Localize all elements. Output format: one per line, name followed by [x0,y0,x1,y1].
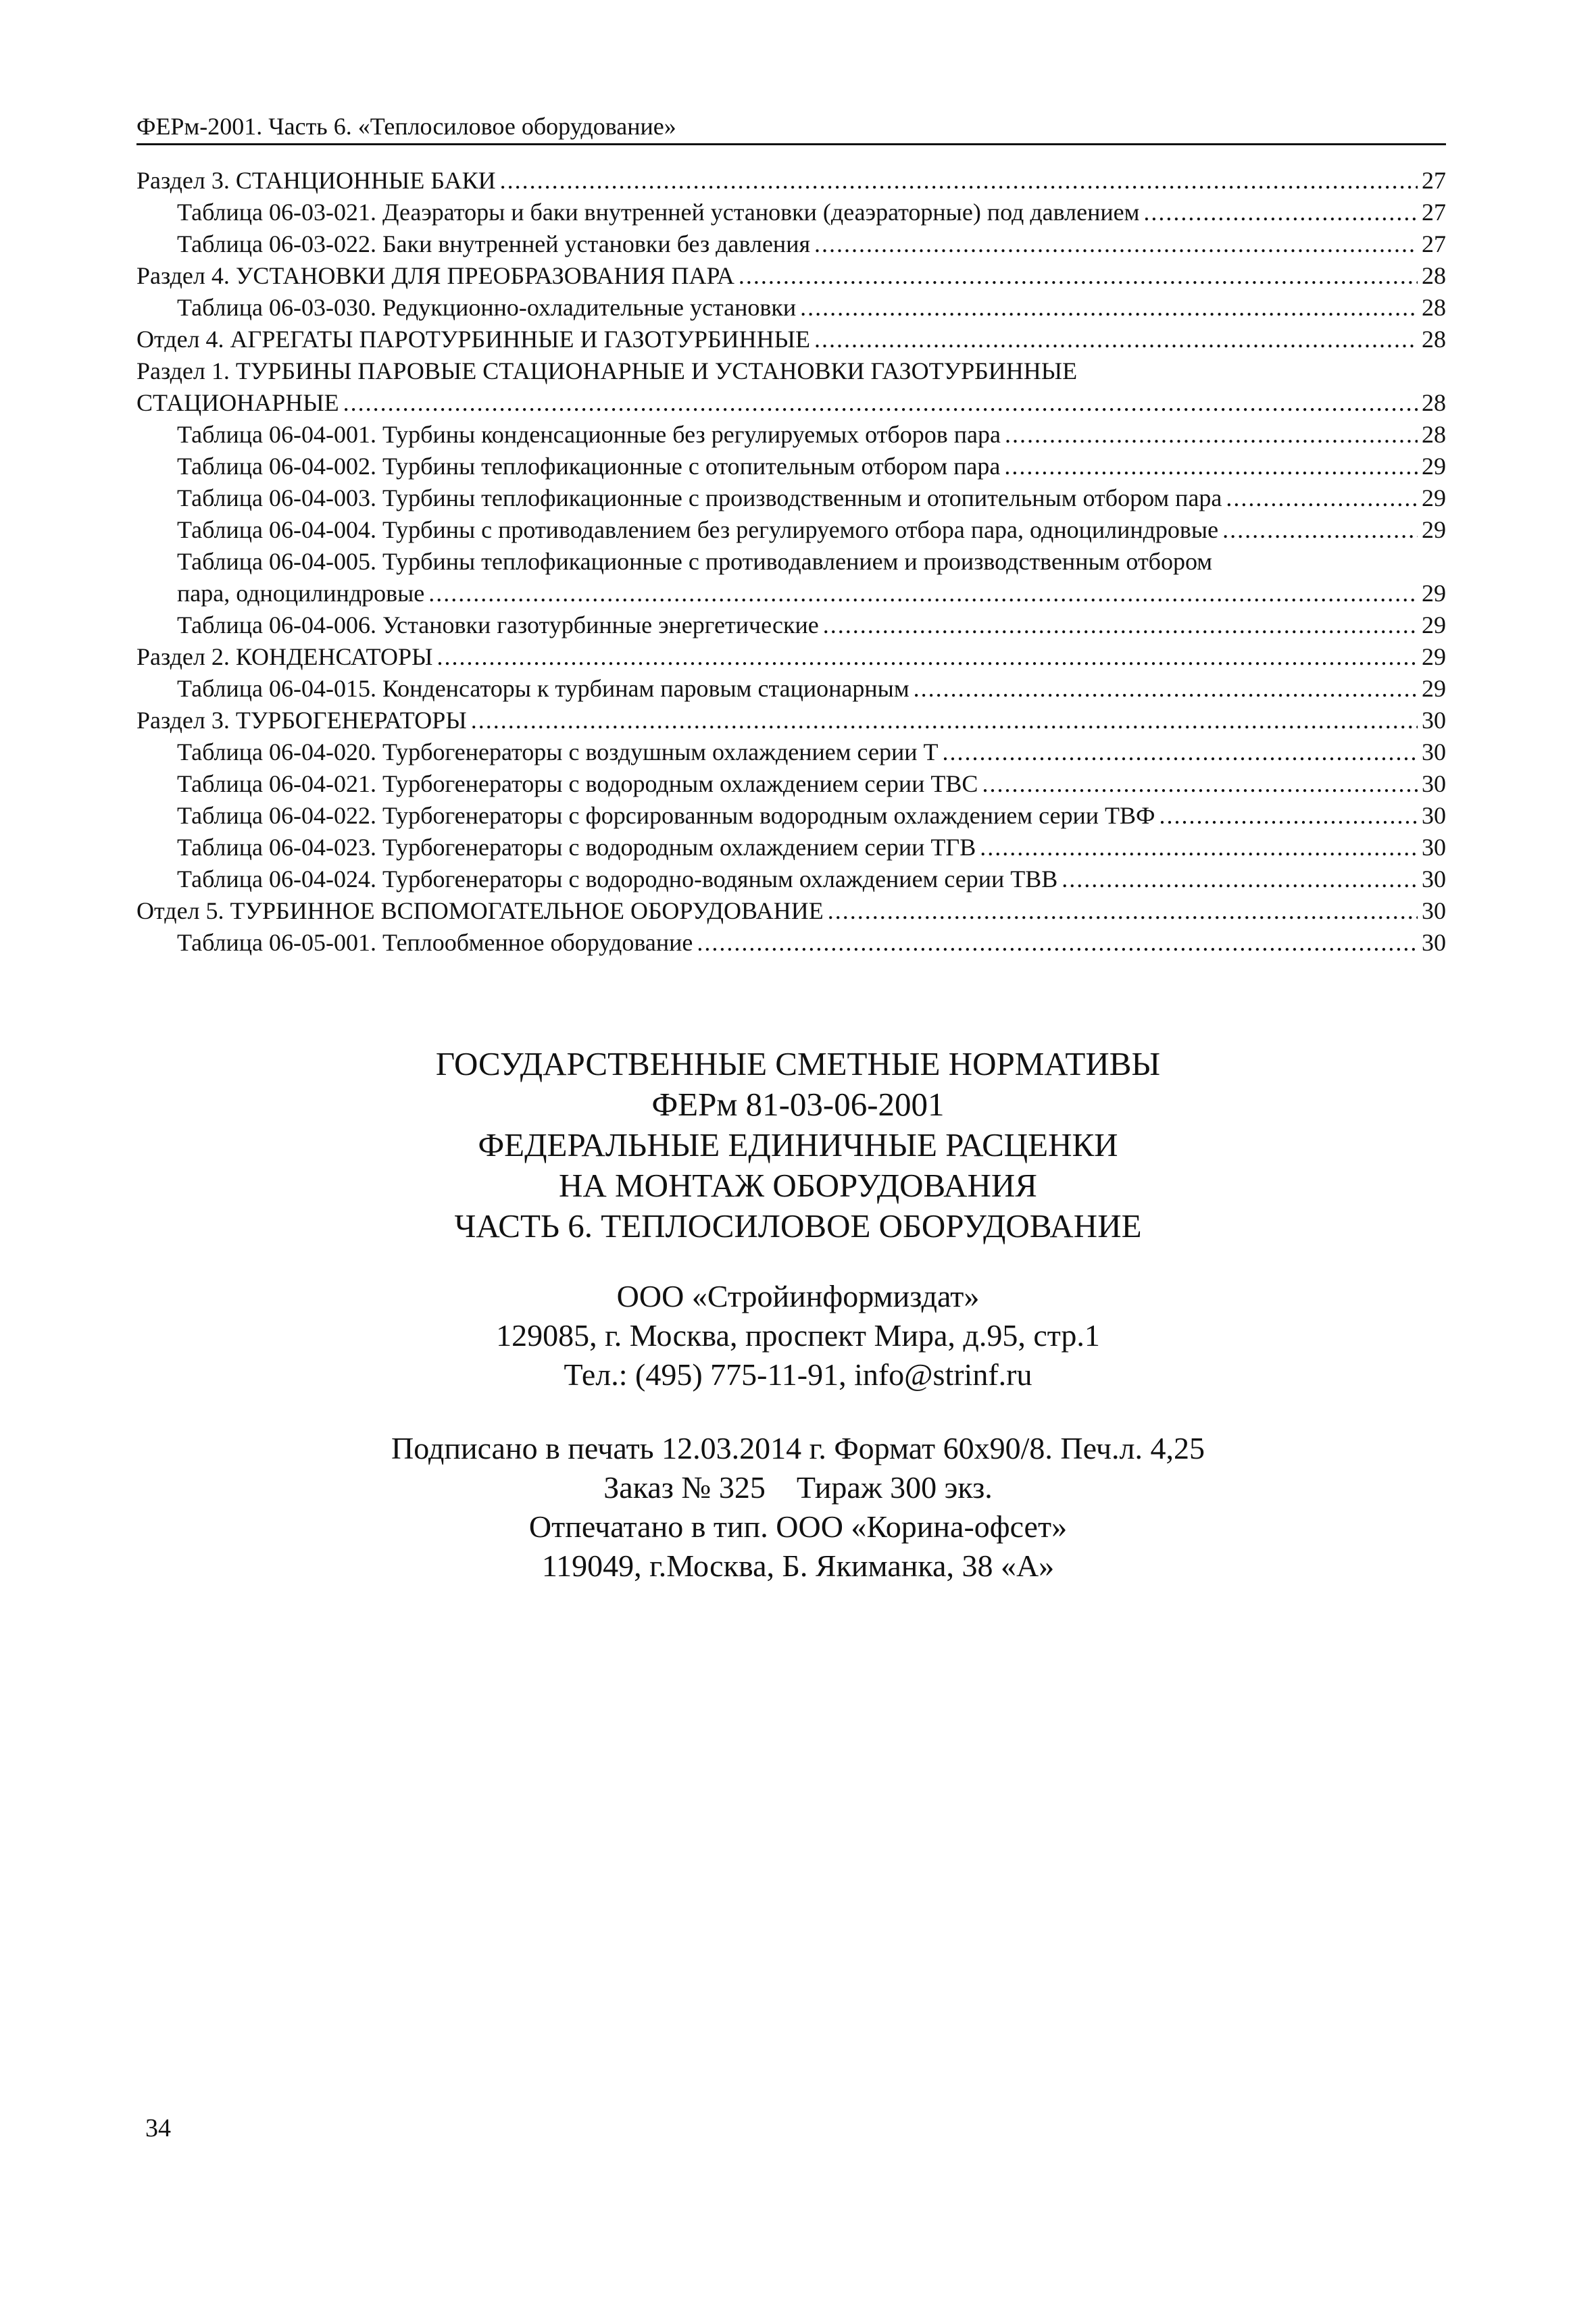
toc-page-number: 28 [1422,421,1446,448]
toc-entry-title-continued: пара, одноцилиндровые [177,580,425,607]
running-header: ФЕРм-2001. Часть 6. «Теплосиловое оборудование» [136,113,676,140]
dot-leader [942,736,1418,768]
imprint-line: Подписано в печать 12.03.2014 г. Формат 60х90/8. Печ.л. 4,25 [391,1431,1205,1465]
toc-entry-title: Таблица 06-03-030. Редукционно-охладительные установки [177,294,797,321]
toc-page-number: 28 [1422,294,1446,321]
toc-page-number: 28 [1422,326,1446,353]
header-rule [136,143,1446,145]
toc-entry-title: Отдел 5. ТУРБИННОЕ ВСПОМОГАТЕЛЬНОЕ ОБОРУДОВАНИЕ [136,897,824,924]
dot-leader [1222,514,1418,546]
toc-entry[interactable] [136,609,1446,641]
toc-entry-title: Таблица 06-05-001. Теплообменное оборудование [177,929,693,956]
toc-entry-title: Раздел 3. ТУРБОГЕНЕРАТОРЫ [136,707,467,734]
toc-entry-title: Раздел 3. СТАНЦИОННЫЕ БАКИ [136,167,496,194]
imprint-line: Отпечатано в тип. ООО «Корина-офсет» [528,1509,1068,1544]
publisher-info [0,1277,1596,1394]
toc-page-number: 29 [1422,516,1446,543]
dot-leader [814,228,1418,260]
dot-leader [1159,800,1418,832]
title-line: ЧАСТЬ 6. ТЕПЛОСИЛОВОЕ ОБОРУДОВАНИЕ [454,1207,1142,1244]
toc-entry[interactable] [136,165,1446,197]
toc-entry[interactable] [136,482,1446,514]
toc-entry[interactable] [136,832,1446,863]
toc-entry-title: Раздел 1. ТУРБИНЫ ПАРОВЫЕ СТАЦИОНАРНЫЕ И УСТАНОВКИ ГАЗОТУРБИННЫЕ [136,357,1078,384]
toc-entry-title: Таблица 06-04-002. Турбины теплофикационные с отопительным отбором пара [177,453,1001,480]
toc-entry-title: Таблица 06-04-023. Турбогенераторы с водородным охлаждением серии ТГВ [177,834,976,861]
toc-entry[interactable] [136,546,1446,609]
toc-page-number: 27 [1422,167,1446,194]
toc-entry-title: Таблица 06-04-015. Конденсаторы к турбинам паровым стационарным [177,675,909,702]
toc-entry[interactable] [136,514,1446,546]
toc-entry-title: Таблица 06-03-021. Деаэраторы и баки внутренней установки (деаэраторные) под давлением [177,199,1140,226]
toc-entry[interactable] [136,673,1446,705]
toc-entry-title: Отдел 4. АГРЕГАТЫ ПАРОТУРБИННЫЕ И ГАЗОТУРБИННЫЕ [136,326,811,353]
toc-entry-title: Таблица 06-04-020. Турбогенераторы с воздушным охлаждением серии Т [177,738,939,765]
dot-leader [500,165,1418,197]
toc-entry-title: Раздел 2. КОНДЕНСАТОРЫ [136,643,433,670]
dot-leader [1143,197,1418,228]
toc-entry[interactable] [136,355,1446,419]
toc-entry[interactable] [136,260,1446,292]
toc-page-number: 30 [1422,738,1446,765]
toc-entry-title: Таблица 06-04-004. Турбины с противодавлением без регулируемого отбора пара, одноцилиндровые [177,516,1219,543]
toc-entry-title: Таблица 06-04-005. Турбины теплофикационные с противодавлением и производственным отбором [177,548,1213,575]
dot-leader [437,641,1418,673]
title-line: ГОСУДАРСТВЕННЫЕ СМЕТНЫЕ НОРМАТИВЫ [435,1045,1161,1082]
toc-page-number: 27 [1422,230,1446,257]
toc-entry-title: Таблица 06-04-003. Турбины теплофикационные с производственным и отопительным отбором пара [177,484,1222,511]
toc-entry[interactable] [136,228,1446,260]
publication-title [0,1044,1596,1247]
toc-entry-title: Таблица 06-04-001. Турбины конденсационные без регулируемых отборов пара [177,421,1001,448]
toc-entry[interactable] [136,451,1446,482]
toc-page-number: 29 [1422,484,1446,511]
toc-page-number: 29 [1422,580,1446,607]
toc-page-number: 27 [1422,199,1446,226]
dot-leader [1004,451,1418,482]
imprint-line: Заказ № 325 Тираж 300 экз. [603,1470,993,1505]
toc-page-number: 29 [1422,611,1446,638]
title-line: НА МОНТАЖ ОБОРУДОВАНИЯ [559,1167,1037,1204]
dot-leader [982,768,1418,800]
toc-page-number: 30 [1422,865,1446,892]
dot-leader [814,324,1418,355]
toc-entry[interactable] [136,705,1446,736]
title-line: ФЕДЕРАЛЬНЫЕ ЕДИНИЧНЫЕ РАСЦЕНКИ [478,1126,1118,1163]
imprint-line: 119049, г.Москва, Б. Якиманка, 38 «А» [541,1549,1055,1583]
toc-entry[interactable] [136,736,1446,768]
publisher-line: ООО «Стройинформиздат» [616,1279,980,1313]
imprint-info [0,1429,1596,1586]
toc-entry-title-continued: СТАЦИОНАРНЫЕ [136,389,339,416]
dot-leader [828,895,1418,927]
dot-leader [1005,419,1418,451]
dot-leader [1226,482,1418,514]
dot-leader [914,673,1418,705]
dot-leader [471,705,1418,736]
dot-leader [697,927,1418,959]
dot-leader [800,292,1418,324]
toc-entry[interactable] [136,641,1446,673]
toc-page-number: 30 [1422,897,1446,924]
toc-entry-title: Таблица 06-04-006. Установки газотурбинные энергетические [177,611,819,638]
toc-page-number: 30 [1422,834,1446,861]
dot-leader [823,609,1418,641]
dot-leader [739,260,1418,292]
toc-entry[interactable] [136,197,1446,228]
toc-entry-title: Таблица 06-03-022. Баки внутренней установки без давления [177,230,811,257]
publisher-line: 129085, г. Москва, проспект Мира, д.95, стр.1 [496,1318,1100,1353]
dot-leader [980,832,1418,863]
toc-page-number: 29 [1422,675,1446,702]
toc-entry-title: Таблица 06-04-024. Турбогенераторы с водородно-водяным охлаждением серии ТВВ [177,865,1058,892]
table-of-contents [136,165,1446,959]
publisher-line: Тел.: (495) 775-11-91, info@strinf.ru [564,1357,1032,1392]
toc-entry-title: Раздел 4. УСТАНОВКИ ДЛЯ ПРЕОБРАЗОВАНИЯ ПАРА [136,262,734,289]
toc-page-number: 30 [1422,707,1446,734]
toc-entry[interactable] [136,419,1446,451]
toc-page-number: 29 [1422,453,1446,480]
toc-entry[interactable] [136,895,1446,927]
toc-page-number: 30 [1422,770,1446,797]
toc-page-number: 28 [1422,262,1446,289]
dot-leader [428,578,1418,609]
toc-entry[interactable] [136,292,1446,324]
toc-page-number: 30 [1422,802,1446,829]
toc-entry-title: Таблица 06-04-022. Турбогенераторы с форсированным водородным охлаждением серии ТВФ [177,802,1155,829]
toc-entry[interactable] [136,768,1446,800]
dot-leader [343,387,1418,419]
toc-entry-title: Таблица 06-04-021. Турбогенераторы с водородным охлаждением серии ТВС [177,770,978,797]
toc-entry[interactable] [136,324,1446,355]
page-number: 34 [145,2114,171,2142]
toc-page-number: 28 [1422,389,1446,416]
toc-entry[interactable] [136,863,1446,895]
dot-leader [1062,863,1418,895]
toc-page-number: 29 [1422,643,1446,670]
toc-entry[interactable] [136,800,1446,832]
toc-page-number: 30 [1422,929,1446,956]
title-line: ФЕРм 81-03-06-2001 [651,1086,945,1123]
toc-entry[interactable] [136,927,1446,959]
